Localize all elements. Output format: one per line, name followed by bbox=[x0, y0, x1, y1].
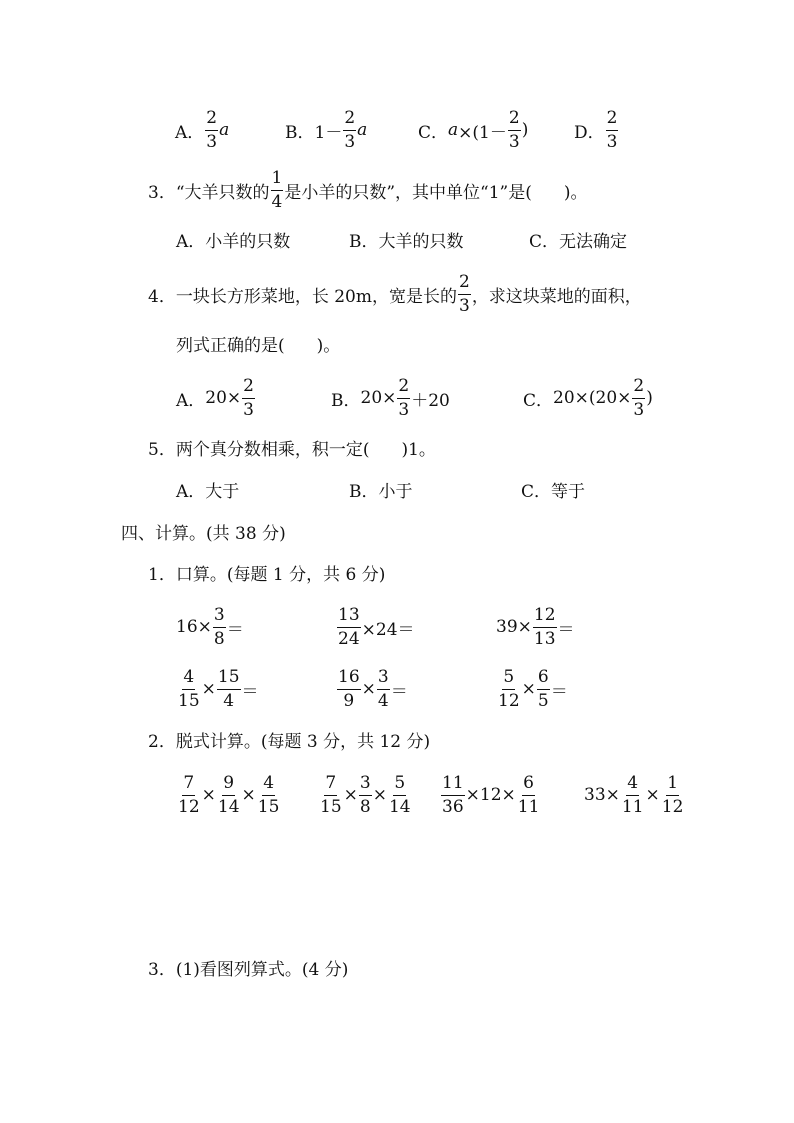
expr-prefix: 33× bbox=[584, 785, 620, 805]
q4-option-b-label: B． bbox=[331, 390, 361, 411]
equals-sign: ＝ bbox=[550, 681, 568, 702]
denominator: 12 bbox=[661, 796, 684, 817]
q3-text-a: “大羊只数的 bbox=[175, 182, 270, 203]
denominator: 14 bbox=[388, 796, 411, 817]
fraction bbox=[377, 666, 390, 711]
q2-option-c-suffix: ) bbox=[521, 120, 529, 140]
times-sign: × bbox=[361, 679, 376, 699]
q4-option-b-suffix: ＋20 bbox=[411, 390, 450, 411]
q3-option-c-text: 无法确定 bbox=[559, 232, 628, 252]
q2-option-a-label: A． bbox=[175, 122, 205, 143]
denominator: 4 bbox=[271, 191, 283, 212]
numerator: 16 bbox=[337, 669, 361, 690]
q4-text-b: ，求这块菜地的面积， bbox=[471, 286, 642, 307]
fraction bbox=[533, 604, 557, 649]
q3-fraction bbox=[271, 167, 284, 212]
times-sign: × bbox=[645, 785, 660, 805]
q2-option-c-fraction bbox=[508, 107, 521, 152]
oral-calc-6 bbox=[496, 665, 568, 713]
denominator: 8 bbox=[359, 796, 371, 817]
q2-option-b-fraction bbox=[343, 107, 356, 152]
denominator: 8 bbox=[213, 628, 225, 649]
q2-option-a bbox=[175, 107, 230, 152]
times-sign: × bbox=[521, 679, 536, 699]
numerator: 2 bbox=[606, 110, 619, 131]
numerator: 2 bbox=[242, 378, 255, 399]
q4-option-c bbox=[523, 374, 653, 422]
fraction bbox=[517, 772, 541, 817]
q3-option-a-label: A． bbox=[176, 232, 206, 252]
numerator: 7 bbox=[182, 775, 195, 796]
fraction bbox=[441, 772, 465, 817]
numerator: 2 bbox=[458, 274, 471, 295]
fraction bbox=[177, 772, 201, 817]
denominator: 3 bbox=[458, 295, 470, 316]
numerator: 2 bbox=[205, 110, 218, 131]
q4-option-a bbox=[176, 374, 256, 422]
fraction bbox=[257, 772, 281, 817]
times-sign: × bbox=[372, 785, 387, 805]
numerator: 2 bbox=[343, 110, 356, 131]
numerator: 6 bbox=[522, 775, 535, 796]
denominator: 12 bbox=[498, 690, 520, 711]
section-4-title: 四、计算。(共 38 分) bbox=[121, 524, 286, 544]
numerator: 5 bbox=[393, 775, 406, 796]
q5-option-a-label: A． bbox=[176, 482, 206, 502]
numerator: 2 bbox=[632, 378, 645, 399]
q4-number: 4． bbox=[148, 286, 176, 307]
equals-sign: ＝ bbox=[226, 619, 244, 640]
denominator: 11 bbox=[517, 796, 540, 817]
q5-option-a bbox=[176, 484, 239, 501]
denominator: 15 bbox=[320, 796, 342, 817]
q5-text-a: 两个真分数相乘，积一定( bbox=[175, 440, 370, 460]
q3-number: 3． bbox=[148, 182, 176, 203]
denominator: 12 bbox=[178, 796, 200, 817]
fraction bbox=[337, 604, 361, 649]
denominator: 3 bbox=[398, 399, 410, 420]
numerator: 9 bbox=[222, 775, 235, 796]
q2-option-c-label: C． bbox=[418, 122, 449, 143]
q4-option-b bbox=[331, 374, 450, 422]
denominator: 15 bbox=[257, 796, 280, 817]
q4-stem-line2 bbox=[176, 338, 340, 355]
step-calc-4 bbox=[584, 771, 685, 819]
denominator: 11 bbox=[621, 796, 644, 817]
q5-option-b-label: B． bbox=[349, 482, 379, 502]
times-sign: × bbox=[201, 785, 216, 805]
numerator: 4 bbox=[182, 669, 195, 690]
q3-option-c-label: C． bbox=[529, 232, 560, 252]
q2-options-row bbox=[175, 106, 229, 154]
numerator: 3 bbox=[377, 669, 390, 690]
q4-stem bbox=[148, 270, 642, 318]
fraction bbox=[319, 772, 343, 817]
q3-text-b: 是小羊的只数”，其中单位“1”是( bbox=[284, 182, 532, 203]
fraction bbox=[177, 666, 201, 711]
numerator: 15 bbox=[217, 669, 241, 690]
q3-option-b-text: 大羊的只数 bbox=[378, 232, 464, 252]
q4-option-c-fraction bbox=[632, 375, 645, 420]
denominator: 3 bbox=[206, 131, 218, 152]
expr-prefix: 39× bbox=[496, 617, 532, 637]
q5-option-c-text: 等于 bbox=[551, 482, 586, 502]
oral-calc-3 bbox=[496, 603, 575, 651]
q4-option-b-fraction bbox=[397, 375, 410, 420]
denominator: 9 bbox=[343, 690, 355, 711]
q4-line2-a: 列式正确的是( bbox=[176, 336, 285, 356]
q4-line2-b: )。 bbox=[316, 336, 341, 356]
q5-text-b: )1。 bbox=[401, 440, 436, 460]
denominator: 36 bbox=[442, 796, 464, 817]
q2-option-a-variable: a bbox=[219, 120, 230, 140]
q4-option-a-fraction bbox=[242, 375, 255, 420]
q2-option-c-variable: a bbox=[448, 120, 459, 140]
q4-option-c-label: C． bbox=[523, 390, 554, 411]
q4-option-a-label: A． bbox=[176, 390, 206, 411]
denominator: 15 bbox=[178, 690, 200, 711]
q4-text-a: 一块长方形菜地，长 20m，宽是长的 bbox=[175, 286, 457, 307]
fraction bbox=[388, 772, 412, 817]
numerator: 1 bbox=[271, 170, 284, 191]
q3-text-c: )。 bbox=[563, 182, 588, 203]
oral-calc-4 bbox=[176, 665, 259, 713]
fraction bbox=[661, 772, 685, 817]
fraction bbox=[217, 772, 241, 817]
q3-stem bbox=[148, 166, 588, 214]
denominator: 3 bbox=[344, 131, 356, 152]
expr-prefix: 16× bbox=[176, 617, 212, 637]
step-calc-2 bbox=[318, 771, 413, 819]
fraction bbox=[359, 772, 372, 817]
fraction bbox=[213, 604, 226, 649]
fraction bbox=[217, 666, 241, 711]
denominator: 5 bbox=[537, 690, 549, 711]
step-calc-3 bbox=[440, 771, 541, 819]
q3-option-b-label: B． bbox=[349, 232, 379, 252]
denominator: 3 bbox=[243, 399, 254, 420]
q5-option-c bbox=[521, 484, 585, 501]
denominator: 3 bbox=[508, 131, 520, 152]
q5-option-c-label: C． bbox=[521, 482, 552, 502]
denominator: 24 bbox=[338, 628, 360, 649]
q5-number: 5． bbox=[148, 440, 176, 460]
equals-sign: ＝ bbox=[241, 681, 259, 702]
q5-option-b-text: 小于 bbox=[378, 482, 413, 502]
numerator: 11 bbox=[441, 775, 465, 796]
numerator: 4 bbox=[262, 775, 275, 796]
step-calc-1 bbox=[176, 771, 281, 819]
numerator: 1 bbox=[666, 775, 679, 796]
numerator: 3 bbox=[359, 775, 372, 796]
q2-option-d-label: D． bbox=[574, 122, 605, 143]
numerator: 5 bbox=[502, 669, 515, 690]
q2-option-b-prefix: 1－ bbox=[314, 122, 343, 143]
q2-option-b-variable: a bbox=[357, 120, 368, 140]
numerator: 2 bbox=[508, 110, 521, 131]
expr-suffix: ×24＝ bbox=[361, 619, 415, 640]
fraction bbox=[621, 772, 645, 817]
q4-option-c-prefix: 20×(20× bbox=[553, 388, 632, 408]
q5-stem bbox=[148, 442, 436, 459]
denominator: 14 bbox=[217, 796, 240, 817]
q3-option-b bbox=[349, 234, 464, 251]
denominator: 3 bbox=[606, 131, 618, 152]
q4-option-a-prefix: 20× bbox=[205, 388, 242, 408]
numerator: 3 bbox=[213, 607, 226, 628]
q4-option-c-suffix: ) bbox=[646, 388, 653, 408]
q3-option-c bbox=[529, 234, 627, 251]
fraction bbox=[537, 666, 550, 711]
denominator: 4 bbox=[223, 690, 235, 711]
q3-option-a bbox=[176, 234, 290, 251]
equals-sign: ＝ bbox=[390, 681, 408, 702]
q4-option-b-prefix: 20× bbox=[360, 388, 397, 408]
part-3-title: 3．(1)看图列算式。(4 分) bbox=[148, 960, 349, 980]
equals-sign: ＝ bbox=[557, 619, 575, 640]
part-1-title: 1．口算。(每题 1 分，共 6 分) bbox=[148, 565, 386, 585]
numerator: 7 bbox=[324, 775, 337, 796]
denominator: 13 bbox=[533, 628, 556, 649]
q5-option-b bbox=[349, 484, 413, 501]
q5-option-a-text: 大于 bbox=[205, 482, 240, 502]
fraction bbox=[497, 666, 521, 711]
q2-option-b bbox=[285, 106, 367, 154]
numerator: 4 bbox=[626, 775, 639, 796]
expr-middle: ×12× bbox=[465, 785, 516, 805]
times-sign: × bbox=[201, 679, 216, 699]
q4-fraction bbox=[458, 271, 471, 316]
times-sign: × bbox=[343, 785, 358, 805]
numerator: 6 bbox=[537, 669, 550, 690]
oral-calc-1 bbox=[176, 603, 244, 651]
denominator: 4 bbox=[377, 690, 389, 711]
q2-option-d bbox=[574, 106, 619, 154]
oral-calc-2 bbox=[336, 603, 415, 651]
fraction bbox=[337, 666, 361, 711]
oral-calc-5 bbox=[336, 665, 408, 713]
q2-option-c bbox=[418, 106, 528, 154]
q2-option-b-label: B． bbox=[285, 122, 315, 143]
numerator: 2 bbox=[397, 378, 410, 399]
numerator: 13 bbox=[337, 607, 361, 628]
numerator: 12 bbox=[533, 607, 557, 628]
q2-option-d-fraction bbox=[606, 107, 619, 152]
q2-option-a-fraction bbox=[205, 107, 218, 152]
q3-option-a-text: 小羊的只数 bbox=[205, 232, 291, 252]
part-2-title: 2．脱式计算。(每题 3 分，共 12 分) bbox=[148, 732, 431, 752]
denominator: 3 bbox=[633, 399, 645, 420]
q2-option-c-prefix: ×(1－ bbox=[458, 122, 507, 143]
times-sign: × bbox=[241, 785, 256, 805]
